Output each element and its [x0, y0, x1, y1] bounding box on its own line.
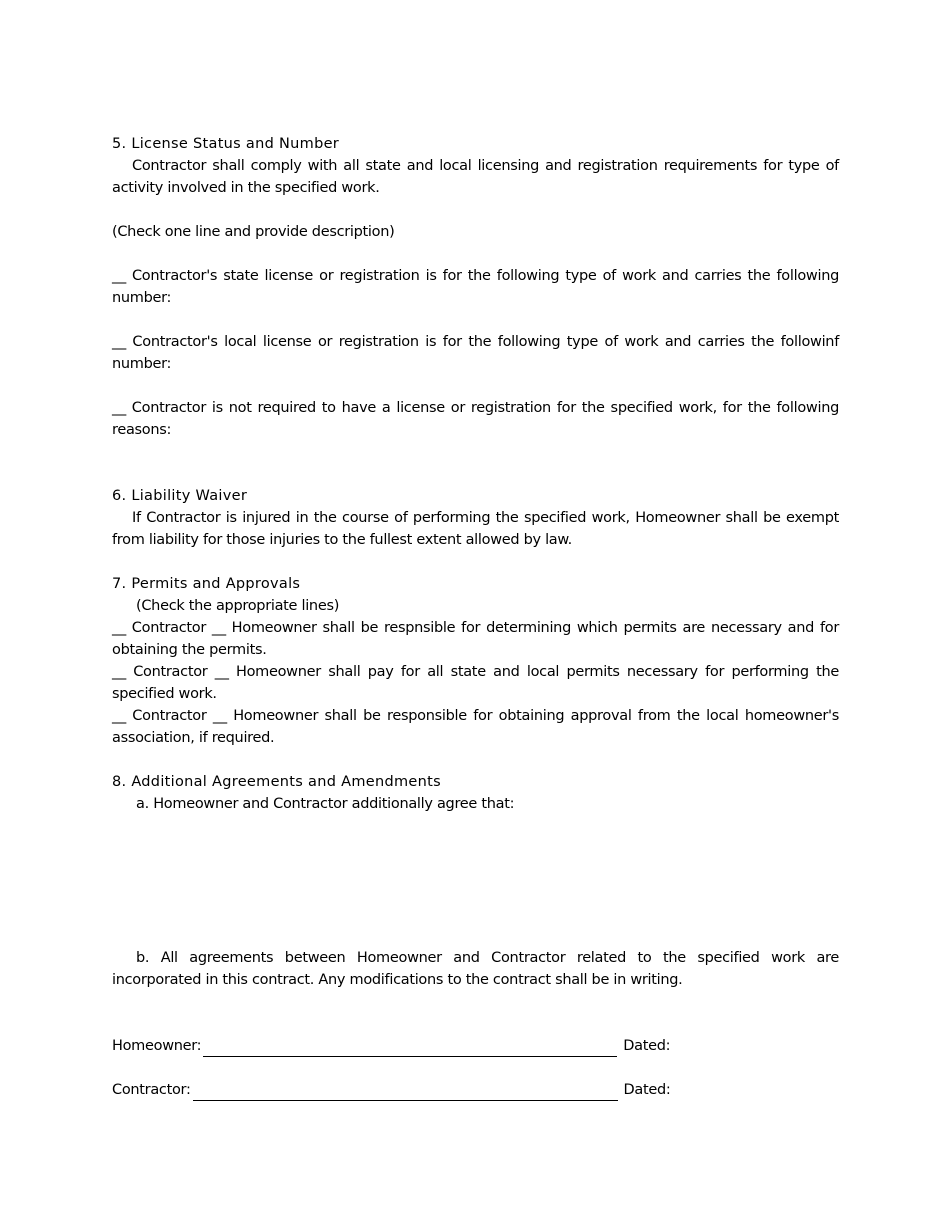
section-5-instruction: (Check one line and provide description) [112, 224, 395, 240]
section-6-body: If Contractor is injured in the course of performing the specified work, Homeowner shall be exempt from liability for those injuries to the fullest extent allowed by law. [112, 510, 839, 548]
homeowner-dated-label: Dated: [623, 1038, 671, 1054]
contractor-label: Contractor: [112, 1082, 191, 1098]
license-option-state: __ Contractor's state license or registration is for the following type of work and carries the following number: [112, 268, 839, 306]
permit-item-determine: __ Contractor __ Homeowner shall be respnsible for determining which permits are necessary and for obtaining the permits. [112, 620, 839, 658]
additional-agreements-space[interactable] [112, 815, 839, 947]
section-8-item-b: b. All agreements between Homeowner and Contractor related to the specified work are incorporated in this contract. Any modifications to the contract shall be in writing. [112, 950, 839, 988]
license-option-local: __ Contractor's local license or registration is for the following type of work and carries the followinf number: [112, 334, 839, 372]
contractor-signature-line[interactable] [193, 1082, 618, 1101]
permit-item-hoa: __ Contractor __ Homeowner shall be responsible for obtaining approval from the local homeowner's association, if required. [112, 708, 839, 746]
section-5-heading: 5. License Status and Number [112, 136, 340, 152]
homeowner-signature-row [112, 1035, 839, 1057]
homeowner-label: Homeowner: [112, 1038, 202, 1054]
section-7-heading: 7. Permits and Approvals [112, 576, 301, 592]
contractor-dated-label: Dated: [623, 1082, 671, 1098]
section-6-heading: 6. Liability Waiver [112, 488, 248, 504]
section-5-body: Contractor shall comply with all state and local licensing and registration requirements for type of activity involved in the specified work. [112, 158, 839, 196]
homeowner-signature-line[interactable] [203, 1038, 617, 1057]
section-7-instruction: (Check the appropriate lines) [136, 598, 340, 614]
section-8-heading: 8. Additional Agreements and Amendments [112, 774, 441, 790]
section-8-item-a: a. Homeowner and Contractor additionally agree that: [136, 796, 515, 812]
contract-body [112, 133, 839, 1101]
permit-item-pay: __ Contractor __ Homeowner shall pay for all state and local permits necessary for performing the specified work. [112, 664, 839, 702]
license-option-none: __ Contractor is not required to have a license or registration for the specified work, for the following reasons: [112, 400, 839, 438]
contractor-signature-row [112, 1079, 839, 1101]
